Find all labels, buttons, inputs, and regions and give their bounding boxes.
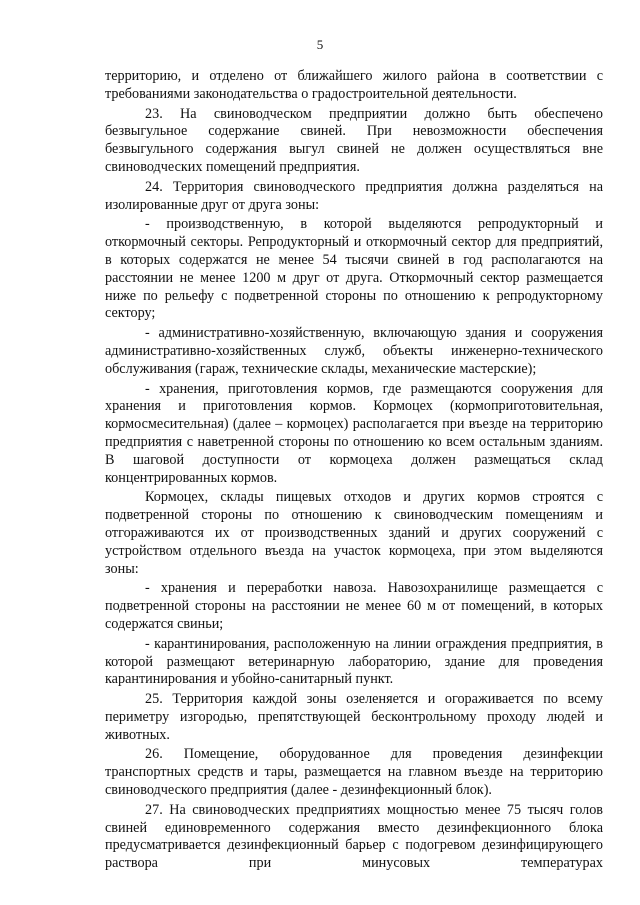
zone-feed-storage: - хранения, приготовления кормов, где размещаются сооружения для хранения и приготовления кормов. Кормоцех (кормоприготовительная, кормосмесительная) (далее – кормоцех) располагается при въезде на территорию предприятия с наветренной стороны по отношению ко всем остальным зданиям. В шаговой доступности от кормоцеха должен размещаться склад концентрированных кормов. [105,380,603,486]
zone-administrative: - административно-хозяйственную, включающую здания и сооружения административно-хозяйственных служб, объекты инженерно-технического обслуживания (гараж, технические склады, механические мастерские); [105,325,603,377]
zone-production: - производственную, в которой выделяются репродукторный и откормочный секторы. Репродукторный и откормочный сектор для предприятий, в которых содержатся не менее 54 тысячи свиней в год располагаются на расстоянии не менее 1200 м друг от друга. Откормочный сектор размещается ниже по рельефу с подветренной стороны по отношению к репродукторному сектору; [105,216,603,322]
paragraph-27: 27. На свиноводческих предприятиях мощностью менее 75 тысяч голов свиней единовременного содержания вместо дезинфекционного блока предусматривается дезинфекционный барьер с подогревом дезинфицирующего раствора при минусовых температурах [105,801,603,872]
paragraph-25: 25. Территория каждой зоны озеленяется и огораживается по всему периметру изгородью, препятствующей бесконтрольному проходу людей и животных. [105,691,603,743]
zone-manure: - хранения и переработки навоза. Навозохранилище размещается с подветренной стороны на расстоянии не менее 60 м от помещений, в которых содержатся свиньи; [105,580,603,632]
paragraph-26: 26. Помещение, оборудованное для проведения дезинфекции транспортных средств и тары, размещается на главном въезде на территорию свиноводческого предприятия (далее - дезинфекционный блок). [105,746,603,799]
paragraph-24: 24. Территория свиноводческого предприятия должна разделяться на изолированные друг от друга зоны: [105,178,603,213]
document-body [105,68,603,875]
zone-quarantine: - карантинирования, расположенную на линии ограждения предприятия, в которой размещают ветеринарную лабораторию, здание для проведения карантинирования и убойно-санитарный пункт. [105,635,603,688]
paragraph-23: 23. На свиноводческом предприятии должно быть обеспечено безвыгульное содержание свиней. При невозможности обеспечения безвыгульного содержания выгул свиней не должен осуществляться вне свиноводческих помещений предприятия. [105,105,603,175]
paragraph-feed-mill: Кормоцех, склады пищевых отходов и других кормов строятся с подветренной стороны по отношению к свиноводческим помещениям и отгораживаются их от производственных зданий и других сооружений с устройством отдельного въезда на участок кормоцеха, при этом выделяются зоны: [105,489,603,577]
page-number: 5 [316,37,324,52]
paragraph-continuation: территорию, и отделено от ближайшего жилого района в соответствии с требованиями законодательства о градостроительной деятельности. [105,68,603,102]
